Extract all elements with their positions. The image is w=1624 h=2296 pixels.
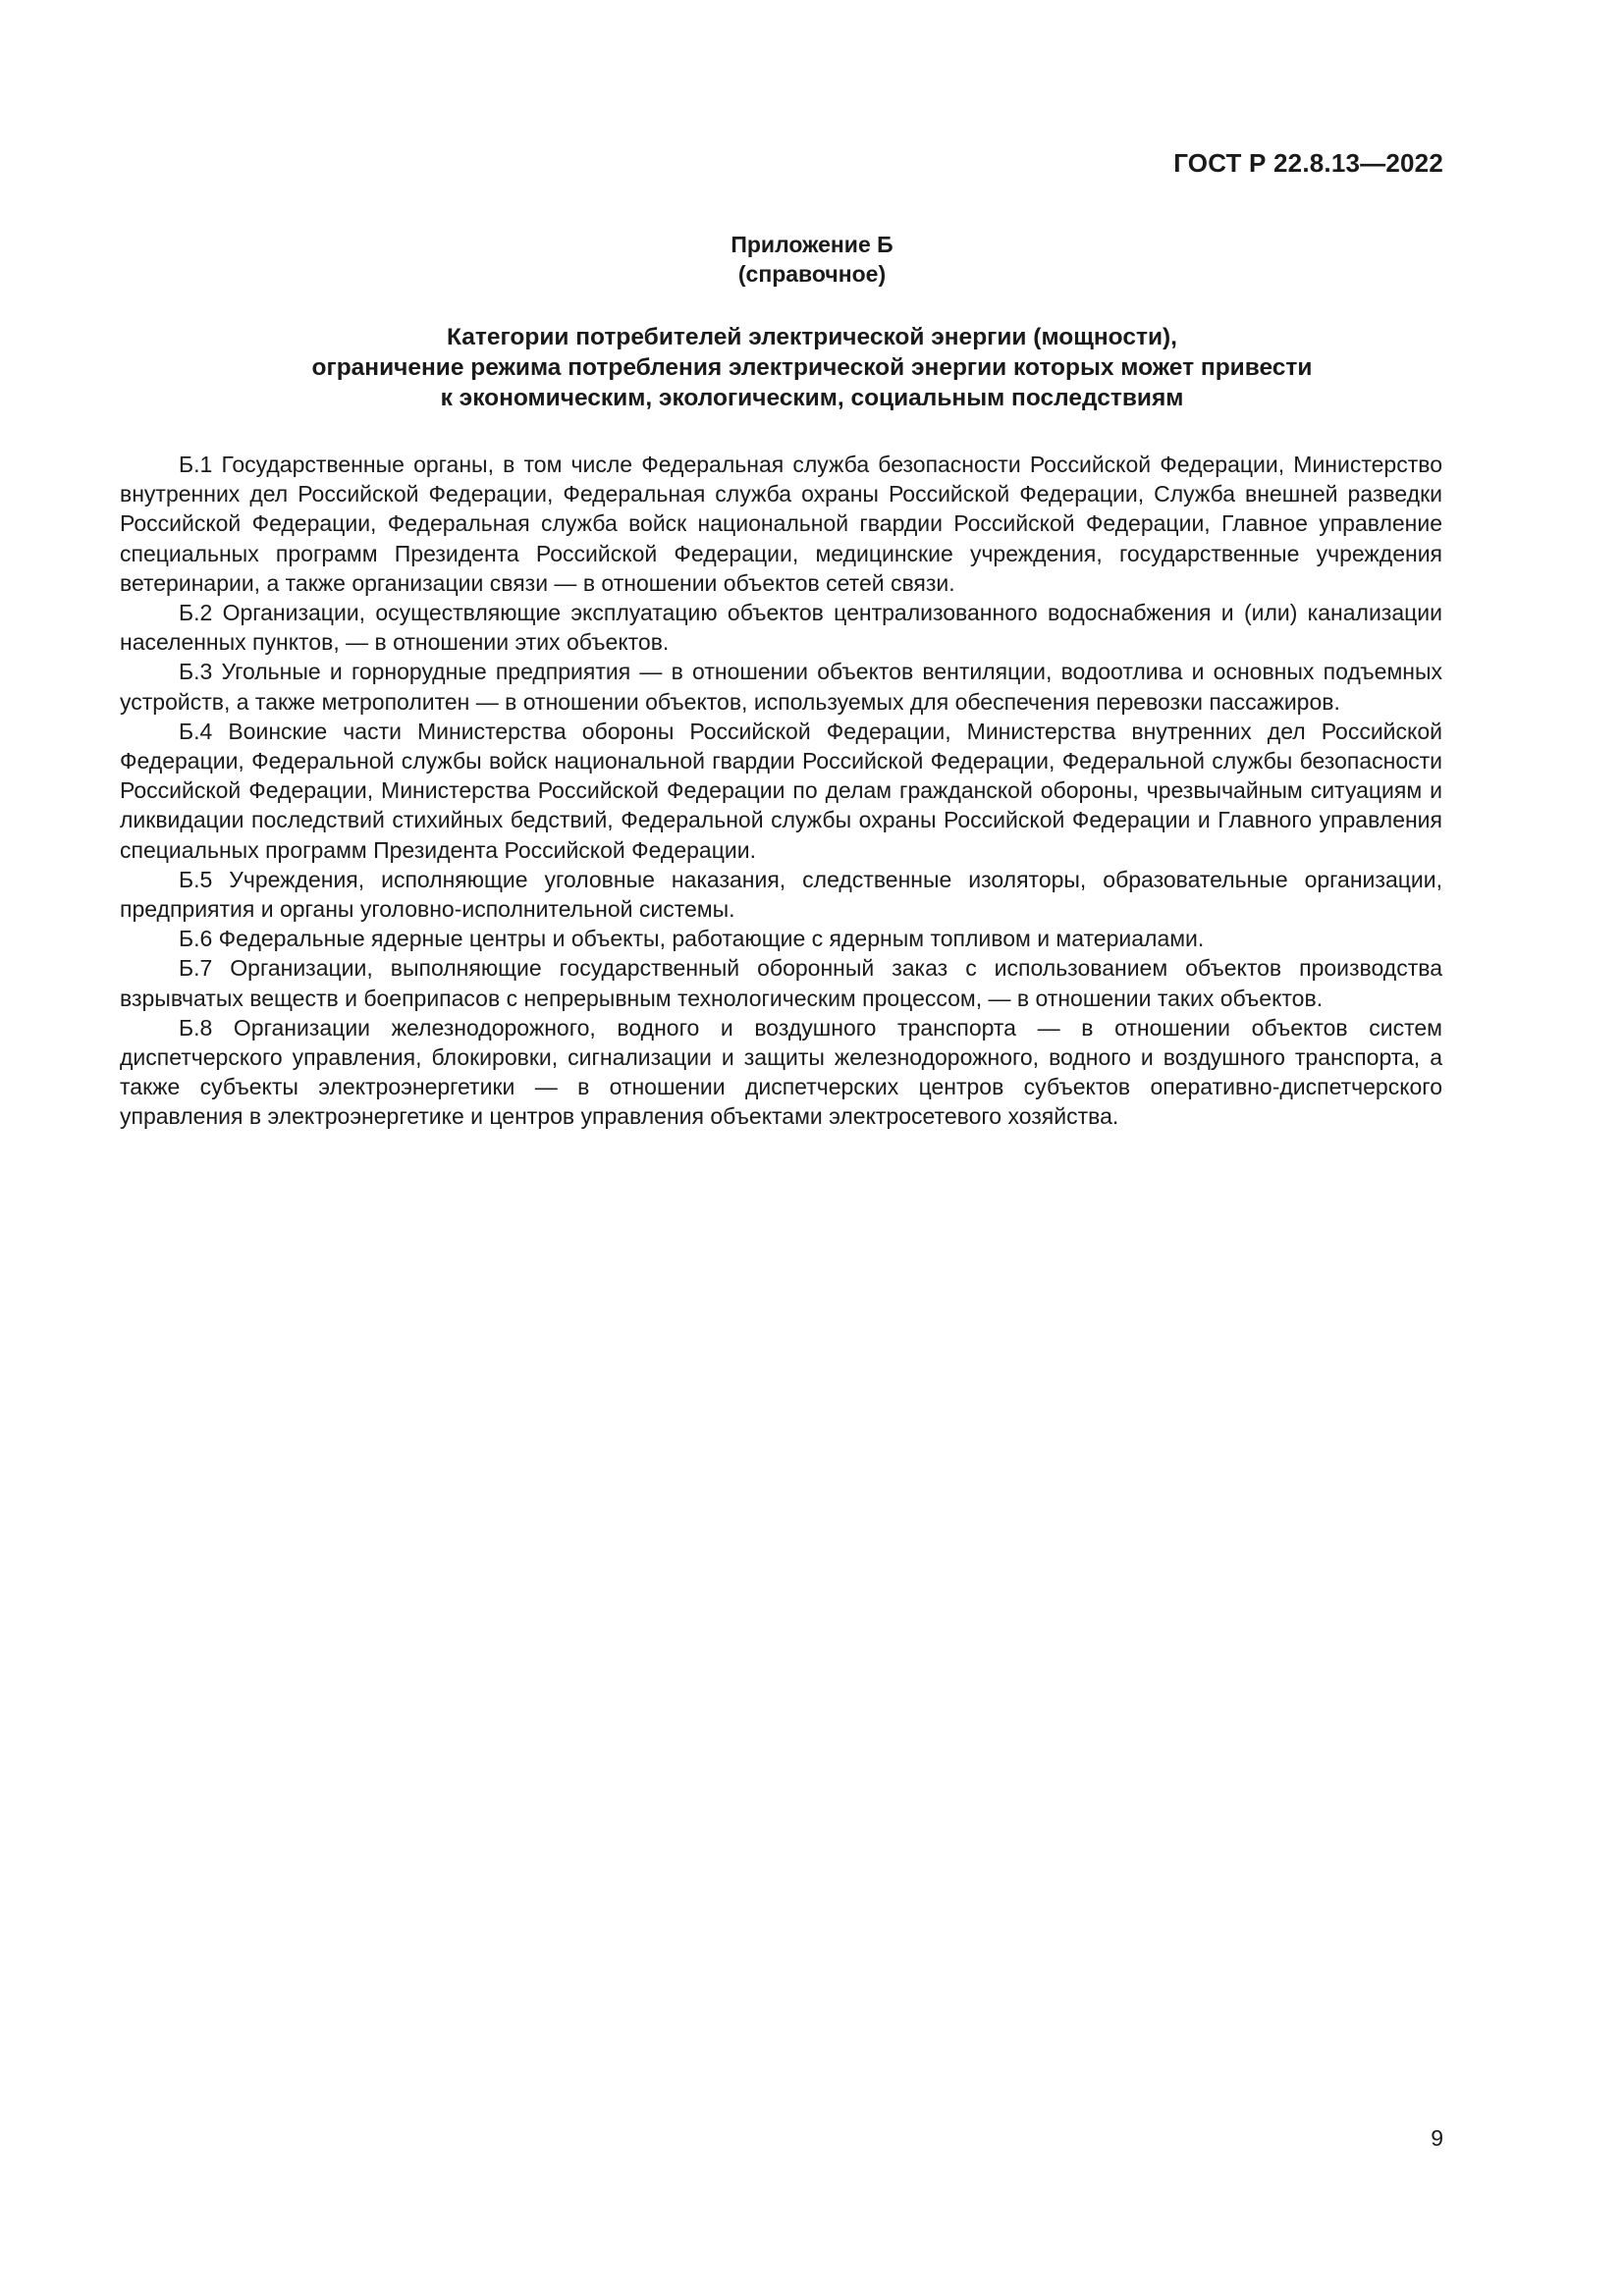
appendix-heading [0,230,1624,289]
appendix-type: (справочное) [737,261,887,287]
section-title-line-2: ограничение режима потребления электрической энергии которых может привести [311,354,1313,381]
paragraph-b3: Б.3 Угольные и горнорудные предприятия — в отношении объектов вентиляции, водоотлива и основных подъемных устройств, а также метрополитен — в отношении объектов, используемых для обеспечения перевозки пассажиров. [120,659,1442,715]
paragraph-b7: Б.7 Организации, выполняющие государственный оборонный заказ с использованием объектов производства взрывчатых веществ и боеприпасов с непрерывным технологическим процессом, — в отношении таких объектов. [120,955,1442,1011]
section-title [0,322,1624,413]
paragraph-b6: Б.6 Федеральные ядерные центры и объекты, работающие с ядерным топливом и материалами. [179,926,1205,952]
body-text [120,450,1442,1132]
appendix-label: Приложение Б [731,232,893,257]
paragraph-b8: Б.8 Организации железнодорожного, водного и воздушного транспорта — в отношении объектов систем диспетчерского управления, блокировки, сигнализации и защиты железнодорожного, водного и воздушного транспорта, а также субъекты электроэнергетики — в отношении диспетчерских центров субъектов оперативно-диспетчерского управления в электроэнергетике и центров управления объектами электросетевого хозяйства. [120,1014,1442,1130]
paragraph-b1: Б.1 Государственные органы, в том числе Федеральная служба безопасности Российской Федерации, Министерство внутренних дел Российской Федерации, Федеральная служба охраны Российской Федерации, Служба внешней разведки Российской Федерации, Федеральная служба войск национальной гвардии Российской Федерации, Главное управление специальных программ Президента Российской Федерации, медицинские учреждения, государственные учреждения ветеринарии, а также организации связи — в отношении объектов сетей связи. [120,452,1442,596]
paragraph-b5: Б.5 Учреждения, исполняющие уголовные наказания, следственные изоляторы, образовательные организации, предприятия и органы уголовно-исполнительной системы. [120,866,1442,923]
section-title-line-1: Категории потребителей электрической энергии (мощности), [447,324,1177,350]
page-number: 9 [1431,2125,1443,2151]
paragraph-b4: Б.4 Воинские части Министерства обороны Российской Федерации, Министерства внутренних дел Российской Федерации, Федеральной службы войск национальной гвардии Российской Федерации, Федеральной службы безопасности Российской Федерации, Министерства Российской Федерации по делам гражданской обороны, чрезвычайным ситуациям и ликвидации последствий стихийных бедствий, Федеральной службы охраны Российской Федерации и Главного управления специальных программ Президента Российской Федерации. [120,718,1442,863]
document-code: ГОСТ Р 22.8.13—2022 [1173,148,1443,178]
section-title-line-3: к экономическим, экологическим, социальным последствиям [440,385,1184,411]
paragraph-b2: Б.2 Организации, осуществляющие эксплуатацию объектов централизованного водоснабжения и (или) канализации населенных пунктов, — в отношении этих объектов. [120,600,1442,656]
